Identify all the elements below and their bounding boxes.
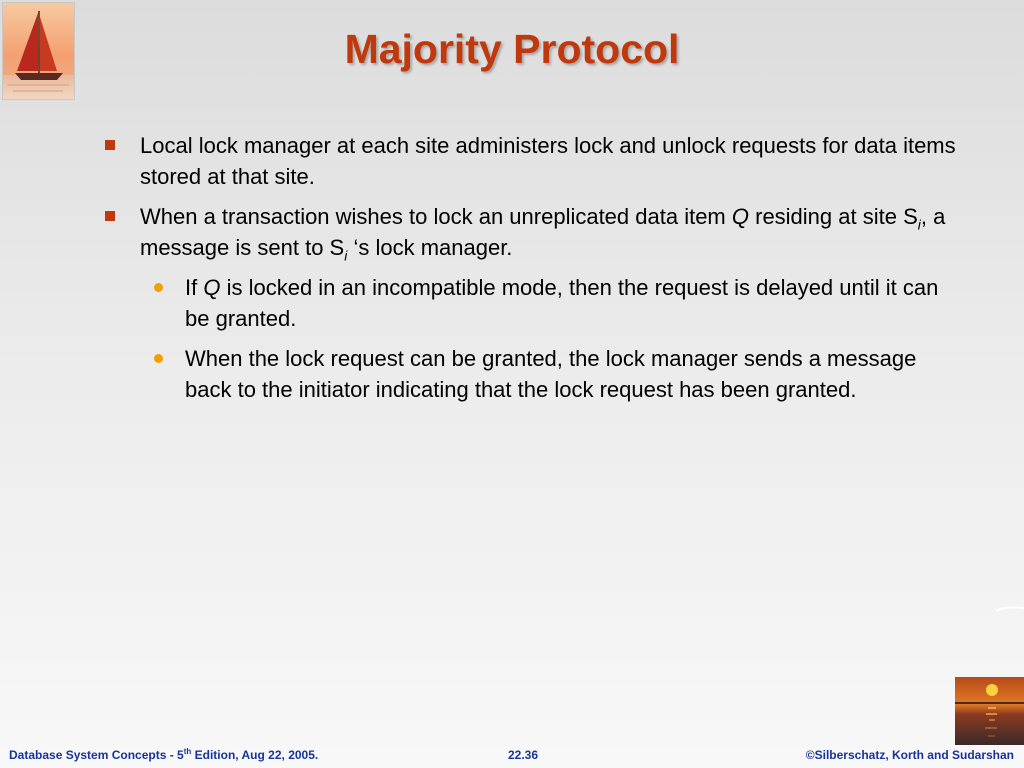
footer-book-title-part: Edition, Aug 22, 2005. <box>191 748 319 762</box>
bullet-text-part: ‘s lock manager. <box>347 235 513 260</box>
dot-bullet-icon <box>154 283 163 292</box>
variable-q: Q <box>731 204 749 229</box>
footer-superscript: th <box>183 747 192 756</box>
sub-bullet-text: When the lock request can be granted, the lock manager sends a message back to the initiator indicating that the lock request has been granted. <box>185 346 917 402</box>
sub-bullet-text-part: is locked in an incompatible mode, then the request is delayed until it can be granted. <box>185 275 939 331</box>
slide-title: Majority Protocol <box>344 26 680 72</box>
bullet-item <box>100 201 960 263</box>
variable-q: Q <box>203 275 221 300</box>
subscript-i: i <box>917 216 921 233</box>
wave-decoration-icon <box>996 606 1024 612</box>
bullet-text-part: , a message is sent to S <box>140 204 946 260</box>
dot-bullet-icon <box>154 354 163 363</box>
sub-bullet-item <box>100 272 960 334</box>
bullet-text-part: When a transaction wishes to lock an unreplicated data item <box>140 204 732 229</box>
bullet-text: Local lock manager at each site administers lock and unlock requests for data items stored at that site. <box>140 133 956 189</box>
footer-copyright: ©Silberschatz, Korth and Sudarshan <box>805 748 1014 762</box>
footer-book-title <box>9 748 318 762</box>
sunset-corner-icon <box>955 677 1024 745</box>
bullet-item <box>100 130 960 192</box>
square-bullet-icon <box>105 211 115 221</box>
footer-slide-number: 22.36 <box>508 748 539 762</box>
sub-bullet-item <box>100 343 960 405</box>
square-bullet-icon <box>105 140 115 150</box>
slide-content <box>100 130 960 414</box>
sub-bullet-text-part: If <box>185 275 204 300</box>
bullet-text-part: residing at site S <box>749 204 918 229</box>
footer-book-title-part: Database System Concepts - 5 <box>9 748 184 762</box>
subscript-i: i <box>344 247 348 264</box>
